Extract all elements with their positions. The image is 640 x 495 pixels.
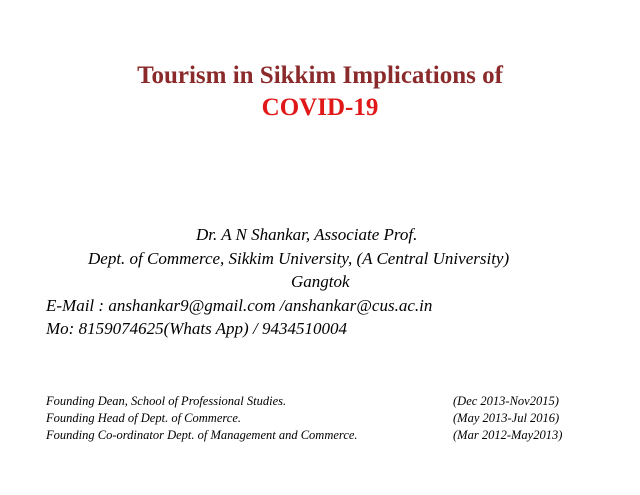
author-email: E-Mail : anshankar9@gmail.com /anshankar@cus.ac.in xyxy=(46,296,433,315)
role-title: Founding Co-ordinator Dept. of Management and Commerce. xyxy=(46,428,358,442)
author-department: Dept. of Commerce, Sikkim University, (A Central University) xyxy=(88,249,510,268)
roles-list xyxy=(46,393,606,444)
author-phone: Mo: 8159074625(Whats App) / 9434510004 xyxy=(46,319,347,338)
role-title: Founding Dean, School of Professional Studies. xyxy=(46,394,287,408)
author-name: Dr. A N Shankar, Associate Prof. xyxy=(196,225,418,244)
slide-title-line-1: Tourism in Sikkim Implications of xyxy=(137,62,503,89)
role-period: (May 2013-Jul 2016) xyxy=(453,411,560,425)
role-row xyxy=(46,427,606,444)
slide-title-line-2: COVID-19 xyxy=(261,94,379,121)
role-title: Founding Head of Dept. of Commerce. xyxy=(46,411,241,425)
role-period: (Mar 2012-May2013) xyxy=(453,428,563,442)
role-row xyxy=(46,410,606,427)
role-period: (Dec 2013-Nov2015) xyxy=(453,394,559,408)
author-city: Gangtok xyxy=(291,272,350,291)
role-row xyxy=(46,393,606,410)
